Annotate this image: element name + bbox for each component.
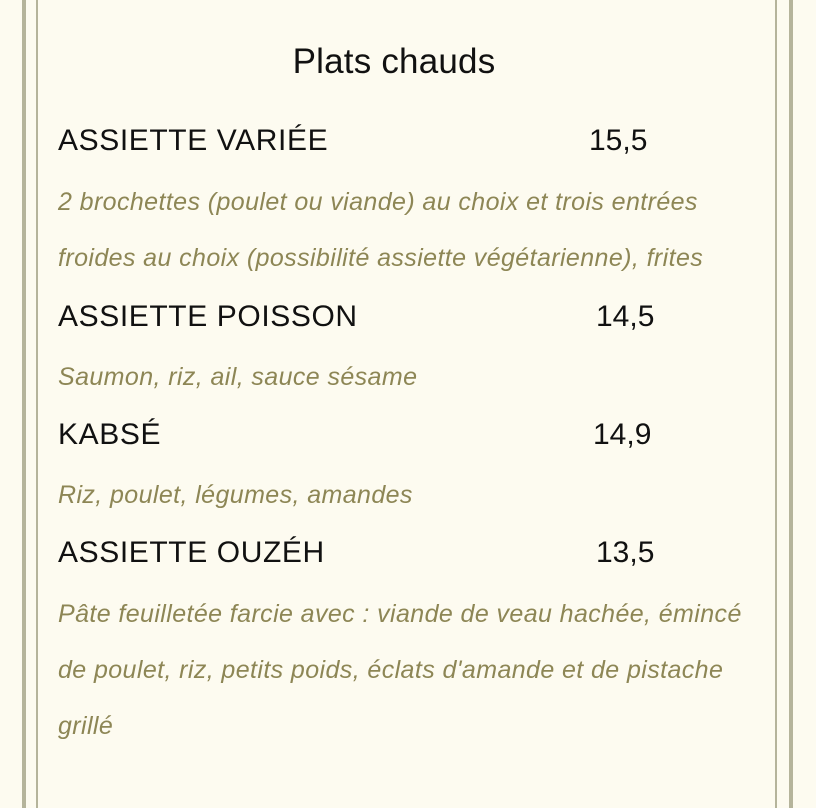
menu-item-price: 14,9	[593, 418, 652, 451]
menu-item-description: Saumon, riz, ail, sauce sésame	[58, 363, 418, 391]
menu-item-name: ASSIETTE VARIÉE	[58, 124, 329, 157]
frame-border-outer-right	[789, 0, 793, 808]
frame-border-inner-left	[36, 0, 38, 808]
menu-item-name: ASSIETTE OUZÉH	[58, 536, 325, 569]
menu-item-price: 14,5	[596, 300, 655, 333]
frame-border-inner-right	[775, 0, 777, 808]
menu-item-description: 2 brochettes (poulet ou viande) au choix et trois entrées froides au choix (possibilité assiette végétarienne), frites	[58, 188, 704, 272]
menu-item-name: KABSÉ	[58, 418, 162, 451]
menu-item-name: ASSIETTE POISSON	[58, 300, 358, 333]
frame-border-outer-left	[22, 0, 26, 808]
menu-section-title: Plats chauds	[292, 42, 496, 81]
menu-item-price: 13,5	[596, 536, 655, 569]
menu-item-description: Pâte feuilletée farcie avec : viande de veau hachée, émincé de poulet, riz, petits poids, éclats d'amande et de pistache grillé	[58, 600, 742, 740]
menu-item-price: 15,5	[589, 124, 648, 157]
menu-item-description: Riz, poulet, légumes, amandes	[58, 481, 413, 509]
